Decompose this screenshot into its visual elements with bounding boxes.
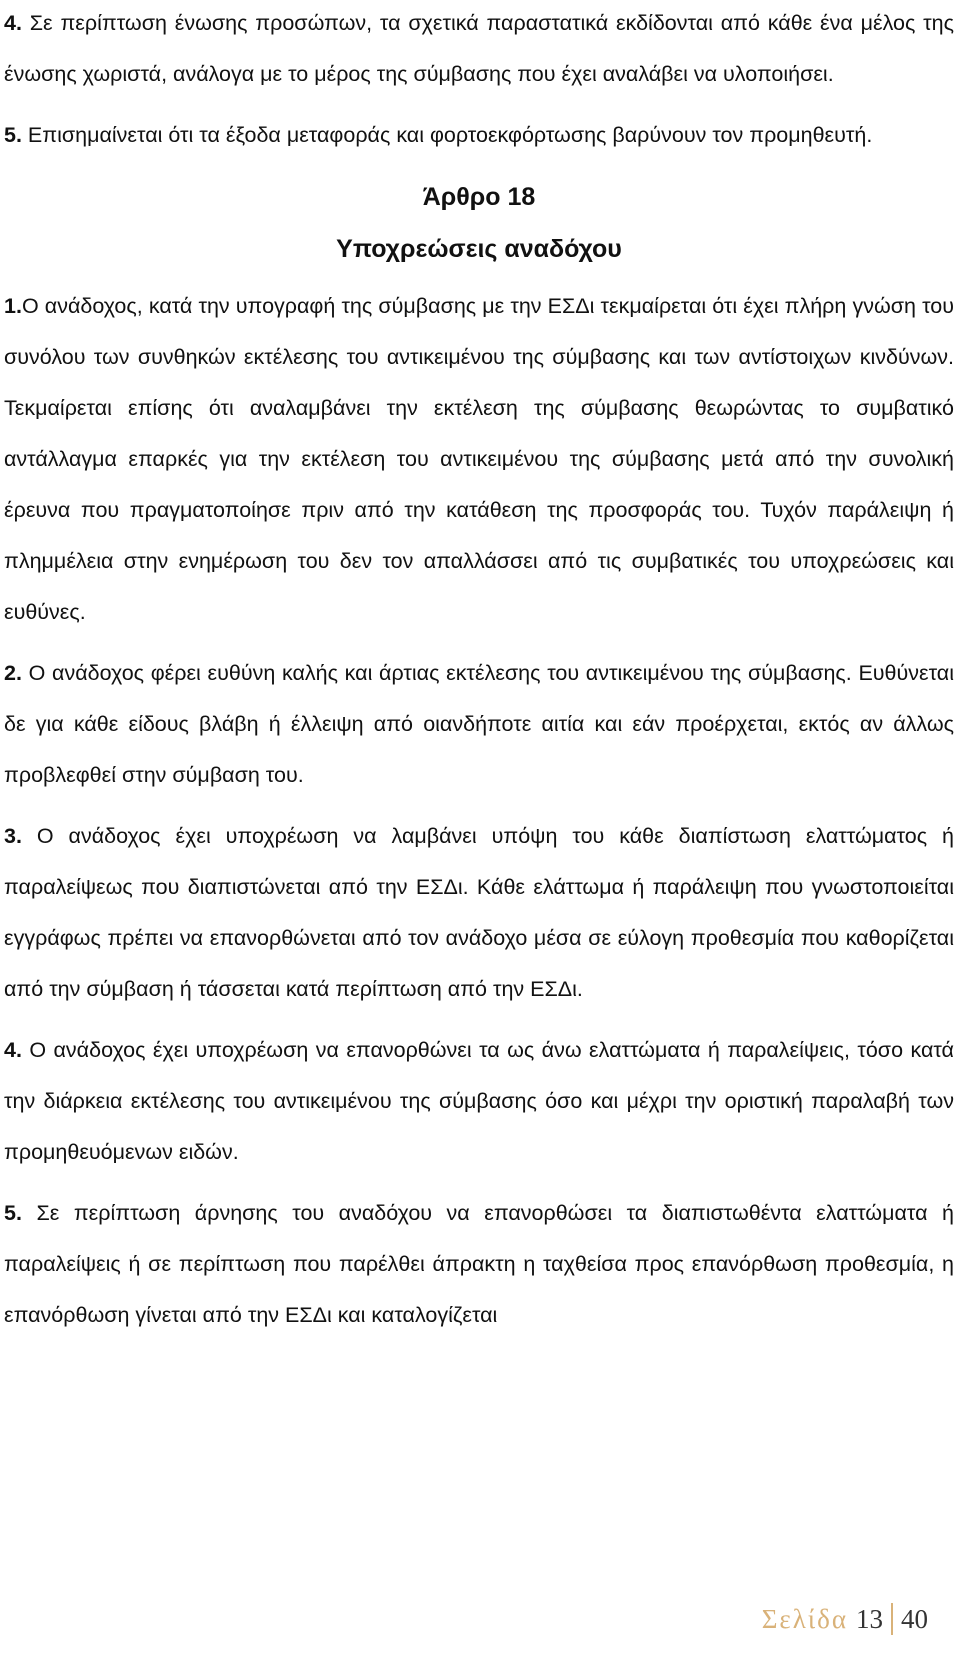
paragraph-4-prev	[4, 0, 954, 100]
paragraph-number: 3.	[4, 824, 22, 848]
paragraph-text: Ο ανάδοχος έχει υποχρέωση να επανορθώνει τα ως άνω ελαττώματα ή παραλείψεις, τόσο κατά την διάρκεια εκτέλεσης του αντικειμένου της σύμβασης όσο και μέχρι την οριστική παραλαβή των προμηθευόμενων ειδών.	[4, 1038, 954, 1164]
article-paragraph-3	[4, 811, 954, 1015]
footer-divider	[891, 1603, 893, 1635]
article-subtitle: Υποχρεώσεις αναδόχου	[336, 235, 622, 263]
paragraph-number: 4.	[4, 1038, 22, 1062]
page-label: Σελίδα	[761, 1603, 848, 1634]
paragraph-text: Ο ανάδοχος, κατά την υπογραφή της σύμβασης με την ΕΣΔι τεκμαίρεται ότι έχει πλήρη γνώση του συνόλου των συνθηκών εκτέλεσης του αντικειμένου της σύμβασης και των αντίστοιχων κινδύνων. Τεκμαίρεται επίσης ότι αναλαμβάνει την εκτέλεση της σύμβασης θεωρώντας το συμβατικό αντάλλαγμα επαρκές για την εκτέλεση του αντικειμένου της σύμβασης μετά από την συνολική έρευνα που πραγματοποίησε πριν από την κατάθεση της προσφοράς του. Τυχόν παράλειψη ή πλημμέλεια στην ενημέρωση του δεν τον απαλλάσσει από τις συμβατικές του υποχρεώσεις και ευθύνες.	[4, 294, 954, 624]
paragraph-number: 5.	[4, 1201, 22, 1225]
paragraph-text: Επισημαίνεται ότι τα έξοδα μεταφοράς και φορτοεκφόρτωσης βαρύνουν τον προμηθευτή.	[21, 123, 873, 147]
paragraph-number: 1.	[4, 294, 22, 318]
article-paragraph-1	[4, 281, 954, 638]
paragraph-text: Ο ανάδοχος φέρει ευθύνη καλής και άρτιας εκτέλεσης του αντικειμένου της σύμβασης. Ευθύνεται δε για κάθε είδους βλάβη ή έλλειψη από οιανδήποτε αιτία και εάν προέρχεται, εκτός αν άλλως προβλεφθεί στην σύμβαση του.	[4, 661, 954, 787]
page-total: 40	[901, 1603, 928, 1634]
article-title: Άρθρο 18	[422, 183, 536, 211]
paragraph-number: 5.	[4, 123, 22, 147]
page-footer	[762, 1603, 928, 1635]
article-heading	[4, 171, 954, 275]
paragraph-number: 4.	[4, 11, 22, 35]
paragraph-text: Σε περίπτωση ένωσης προσώπων, τα σχετικά παραστατικά εκδίδονται από κάθε ένα μέλος της ένωσης χωριστά, ανάλογα με το μέρος της σύμβασης που έχει αναλάβει να υλοποιήσει.	[4, 11, 954, 86]
paragraph-number: 2.	[4, 661, 22, 685]
paragraph-5-prev	[4, 110, 954, 161]
article-paragraph-4	[4, 1025, 954, 1178]
previous-article-continuation	[4, 0, 954, 1351]
paragraph-text: Σε περίπτωση άρνησης του αναδόχου να επανορθώσει τα διαπιστωθέντα ελαττώματα ή παραλείψεις ή σε περίπτωση που παρέλθει άπρακτη η ταχθείσα προς επανόρθωση προθεσμία, η επανόρθωση γίνεται από την ΕΣΔι και καταλογίζεται	[4, 1201, 954, 1327]
article-paragraph-5	[4, 1188, 954, 1341]
paragraph-text: Ο ανάδοχος έχει υποχρέωση να λαμβάνει υπόψη του κάθε διαπίστωση ελαττώματος ή παραλείψεως που διαπιστώνεται από την ΕΣΔι. Κάθε ελάττωμα ή παράλειψη που γνωστοποιείται εγγράφως πρέπει να επανορθώνεται από τον ανάδοχο μέσα σε εύλογη προθεσμία που καθορίζεται από την σύμβαση ή τάσσεται κατά περίπτωση από την ΕΣΔι.	[4, 824, 954, 1001]
page-number: 13	[856, 1603, 883, 1634]
article-paragraph-2	[4, 648, 954, 801]
